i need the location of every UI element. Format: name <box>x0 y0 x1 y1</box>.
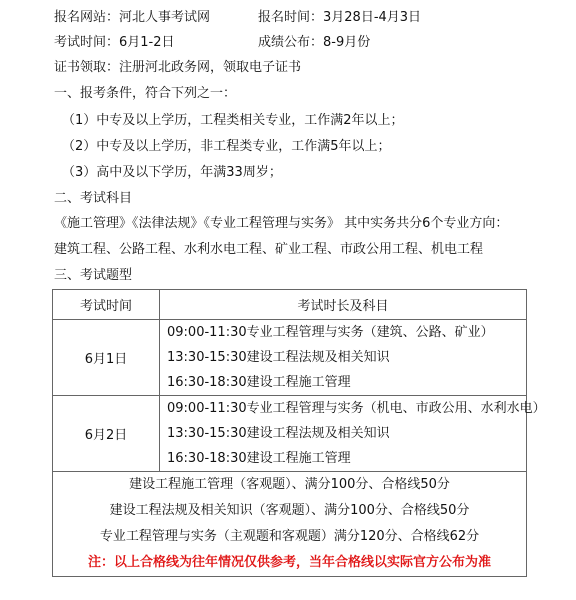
exam-slot: 09:00-11:30专业工程管理与实务（机电、市政公用、水利水电） <box>167 401 546 416</box>
exam-date: 6月2日 <box>53 396 160 472</box>
condition-item: （3）高中及以下学历，年满33周岁； <box>62 165 282 180</box>
registration-site: 报名网站：河北人事考试网 <box>54 10 211 25</box>
registration-time: 报名时间：3月28日-4月3日 <box>258 10 422 25</box>
exam-slots <box>160 320 527 396</box>
score-publish-time: 成绩公布：8-9月份 <box>258 35 371 50</box>
condition-item: （2）中专及以上学历，非工程类专业，工作满5年以上； <box>62 139 391 154</box>
column-header-time: 考试时间 <box>53 290 160 320</box>
exam-time: 考试时间：6月1-2日 <box>54 35 175 50</box>
subjects-heading: 二、考试科目 <box>54 191 133 206</box>
table-header-row <box>53 290 527 320</box>
specialty-directions: 建筑工程、公路工程、水利水电工程、矿业工程、市政公用工程、机电工程 <box>54 242 484 257</box>
passing-score-note: 专业工程管理与实务（主观题和客观题）满分120分、合格线62分 <box>99 529 480 544</box>
exam-slot: 09:00-11:30专业工程管理与实务（建筑、公路、矿业） <box>167 325 494 340</box>
disclaimer-note: 注：以上合格线为往年情况仅供参考，当年合格线以实际官方公布为准 <box>87 555 491 570</box>
subjects-list: 《施工管理》《法律法规》《专业工程管理与实务》 其中实务共分6个专业方向： <box>54 216 509 231</box>
exam-schedule-table <box>52 289 546 577</box>
table-notes-row <box>53 472 527 577</box>
certificate-info: 证书领取：注册河北政务网，领取电子证书 <box>54 60 302 75</box>
passing-score-note: 建设工程施工管理（客观题）、满分100分、合格线50分 <box>129 477 450 492</box>
notes-cell <box>53 472 527 577</box>
condition-item: （1）中专及以上学历，工程类相关专业，工作满2年以上； <box>62 113 404 128</box>
table-row <box>53 396 527 472</box>
exam-slot: 13:30-15:30建设工程法规及相关知识 <box>167 350 390 365</box>
exam-date: 6月1日 <box>53 320 160 396</box>
exam-format-heading: 三、考试题型 <box>54 268 133 283</box>
exam-slots <box>160 396 546 472</box>
table-row <box>53 320 527 396</box>
exam-slot: 16:30-18:30建设工程施工管理 <box>167 451 351 466</box>
exam-slot: 16:30-18:30建设工程施工管理 <box>167 375 351 390</box>
conditions-heading: 一、报考条件，符合下列之一： <box>54 86 237 101</box>
passing-score-note: 建设工程法规及相关知识（客观题）、满分100分、合格线50分 <box>109 503 470 518</box>
column-header-subject: 考试时长及科目 <box>160 290 527 320</box>
exam-slot: 13:30-15:30建设工程法规及相关知识 <box>167 426 390 441</box>
